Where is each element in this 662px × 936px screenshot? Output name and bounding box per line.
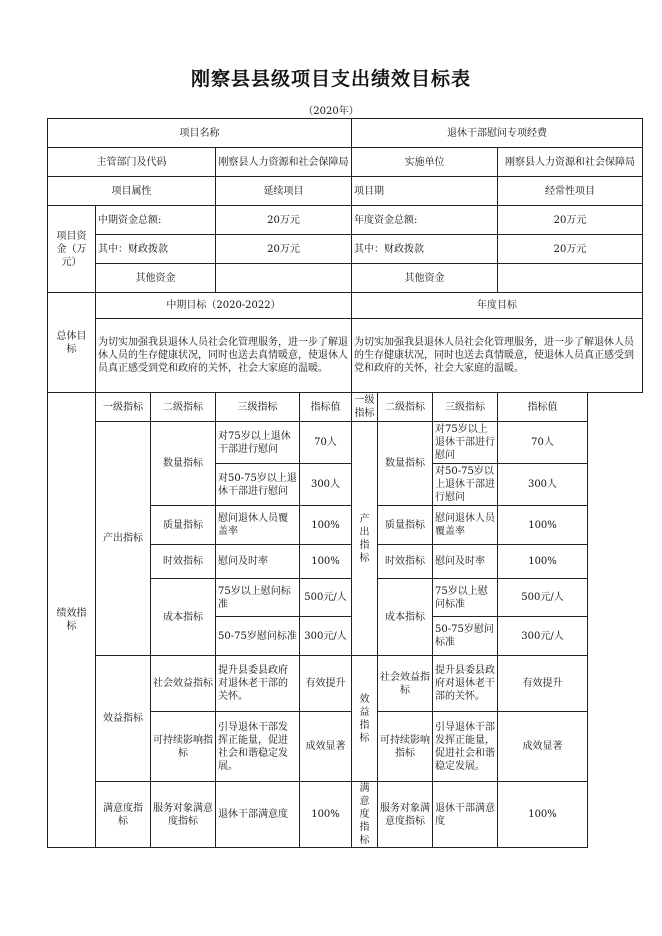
mid-cost-label: 成本指标 [151,579,216,656]
mid-output-label: 产出指标 [96,422,151,656]
project-name-label: 项目名称 [48,119,352,148]
mid-timeliness-item: 慰问及时率 [216,545,300,579]
mid-goal-header: 中期目标（2020-2022） [96,293,352,319]
annual-social-label: 社会效益指标 [378,656,433,712]
mid-fiscal-value: 20万元 [216,235,352,264]
annual-quality-item: 慰问退休人员覆盖率 [433,506,498,545]
mid-cost-value-2: 300元/人 [300,617,352,656]
mid-social-item: 提升县委县政府对退休老干部的关怀。 [216,656,300,712]
annual-sustain-value: 成效显著 [498,712,588,782]
annual-goal-header: 年度目标 [352,293,643,319]
mid-value-header: 指标值 [300,393,352,422]
annual-other-label: 其他资金 [352,264,498,293]
annual-lvl3-header: 三级指标 [433,393,498,422]
annual-service-label: 服务对象满意度指标 [378,782,433,848]
mid-social-value: 有效提升 [300,656,352,712]
mid-quality-item: 慰问退休人员覆盖率 [216,506,300,545]
annual-quality-label: 质量指标 [378,506,433,545]
attr-label: 项目属性 [48,177,216,206]
mid-quality-value: 100% [300,506,352,545]
mid-lvl1-header: 一级指标 [96,393,151,422]
annual-social-item: 提升县委县政府对退休老干部的关怀。 [433,656,498,712]
period-value: 经常性项目 [498,177,643,206]
annual-quantity-label: 数量指标 [378,422,433,506]
annual-total-value: 20万元 [498,206,643,235]
mid-benefit-label: 效益指标 [96,656,151,782]
mid-sustain-item: 引导退休干部发挥正能量，促进社会和谐稳定发展。 [216,712,300,782]
dept-label: 主管部门及代码 [48,148,216,177]
annual-sustain-label: 可持续影响指标 [378,712,433,782]
mid-sustain-label: 可持续影响指标 [151,712,216,782]
mid-lvl2-header: 二级指标 [151,393,216,422]
mid-satisfaction-label: 满意度指标 [96,782,151,848]
annual-timeliness-item: 慰问及时率 [433,545,498,579]
annual-cost-value-1: 500元/人 [498,579,588,617]
annual-lvl1-header: 一级指标 [352,393,378,422]
mid-quantity-item-2: 对50-75岁以上退休干部进行慰问 [216,464,300,506]
annual-cost-label: 成本指标 [378,579,433,656]
annual-cost-value-2: 300元/人 [498,617,588,656]
mid-service-item: 退休干部满意度 [216,782,300,848]
mid-cost-item-1: 75岁以上慰问标准 [216,579,300,617]
performance-table [47,118,643,848]
mid-cost-value-1: 500元/人 [300,579,352,617]
mid-sustain-value: 成效显著 [300,712,352,782]
annual-sustain-item: 引导退休干部发挥正能量，促进社会和谐稳定发展。 [433,712,498,782]
period-label: 项目期 [352,177,498,206]
mid-quantity-value-2: 300人 [300,464,352,506]
mid-lvl3-header: 三级指标 [216,393,300,422]
mid-social-label: 社会效益指标 [151,656,216,712]
mid-service-value: 100% [300,782,352,848]
annual-cost-item-2: 50-75岁慰问标准 [433,617,498,656]
annual-total-label: 年度资金总额: [352,206,498,235]
mid-cost-item-2: 50-75岁慰问标准 [216,617,300,656]
annual-timeliness-value: 100% [498,545,588,579]
annual-quantity-value-2: 300人 [498,464,588,506]
mid-quantity-value-1: 70人 [300,422,352,464]
mid-other-value [216,264,352,293]
mid-total-label: 中期资金总额: [96,206,216,235]
impl-unit-value: 刚察县人力资源和社会保障局 [498,148,643,177]
overall-goal-label: 总体目标 [48,293,96,393]
year-label: （2020年） [303,106,359,117]
mid-quantity-item-1: 对75岁以上退休干部进行慰问 [216,422,300,464]
mid-fiscal-label: 其中：财政拨款 [96,235,216,264]
annual-goal-text: 为切实加强我县退休人员社会化管理服务，进一步了解退休人员的生存健康状况，同时也送去真情暖意，使退休人员真正感受到党和政府的关怀，社会大家庭的温暖。 [352,319,643,393]
mid-quantity-label: 数量指标 [151,422,216,506]
annual-quantity-value-1: 70人 [498,422,588,464]
annual-satisfaction-label: 满意度指标 [352,782,378,848]
attr-value: 延续项目 [216,177,352,206]
annual-quality-value: 100% [498,506,588,545]
dept-value: 刚察县人力资源和社会保障局 [216,148,352,177]
annual-fiscal-label: 其中：财政拨款 [352,235,498,264]
mid-quality-label: 质量指标 [151,506,216,545]
mid-goal-text: 为切实加强我县退休人员社会化管理服务，进一步了解退休人员的生存健康状况，同时也送去真情暖意，使退休人员真正感受到党和政府的关怀，社会大家庭的温暖。 [96,319,352,393]
annual-value-header: 指标值 [498,393,588,422]
mid-timeliness-label: 时效指标 [151,545,216,579]
annual-quantity-item-1: 对75岁以上退休干部进行慰问 [433,422,498,464]
annual-benefit-label: 效益指标 [352,656,378,782]
project-name-value: 退休干部慰问专项经费 [352,119,643,148]
mid-service-label: 服务对象满意度指标 [151,782,216,848]
page-title: 刚察县县级项目支出绩效目标表 [190,68,471,90]
annual-service-value: 100% [498,782,588,848]
annual-lvl2-header: 二级指标 [378,393,433,422]
annual-quantity-item-2: 对50-75岁以上退休干部进行慰问 [433,464,498,506]
mid-timeliness-value: 100% [300,545,352,579]
mid-other-label: 其他资金 [96,264,216,293]
annual-other-value [498,264,643,293]
impl-unit-label: 实施单位 [352,148,498,177]
mid-total-value: 20万元 [216,206,352,235]
funds-label: 项目资金（万元） [48,206,96,293]
annual-output-label: 产出指标 [352,422,378,656]
annual-cost-item-1: 75岁以上慰问标准 [433,579,498,617]
annual-service-item: 退休干部满意度 [433,782,498,848]
annual-social-value: 有效提升 [498,656,588,712]
annual-fiscal-value: 20万元 [498,235,643,264]
perf-label: 绩效指标 [48,393,96,848]
annual-timeliness-label: 时效指标 [378,545,433,579]
